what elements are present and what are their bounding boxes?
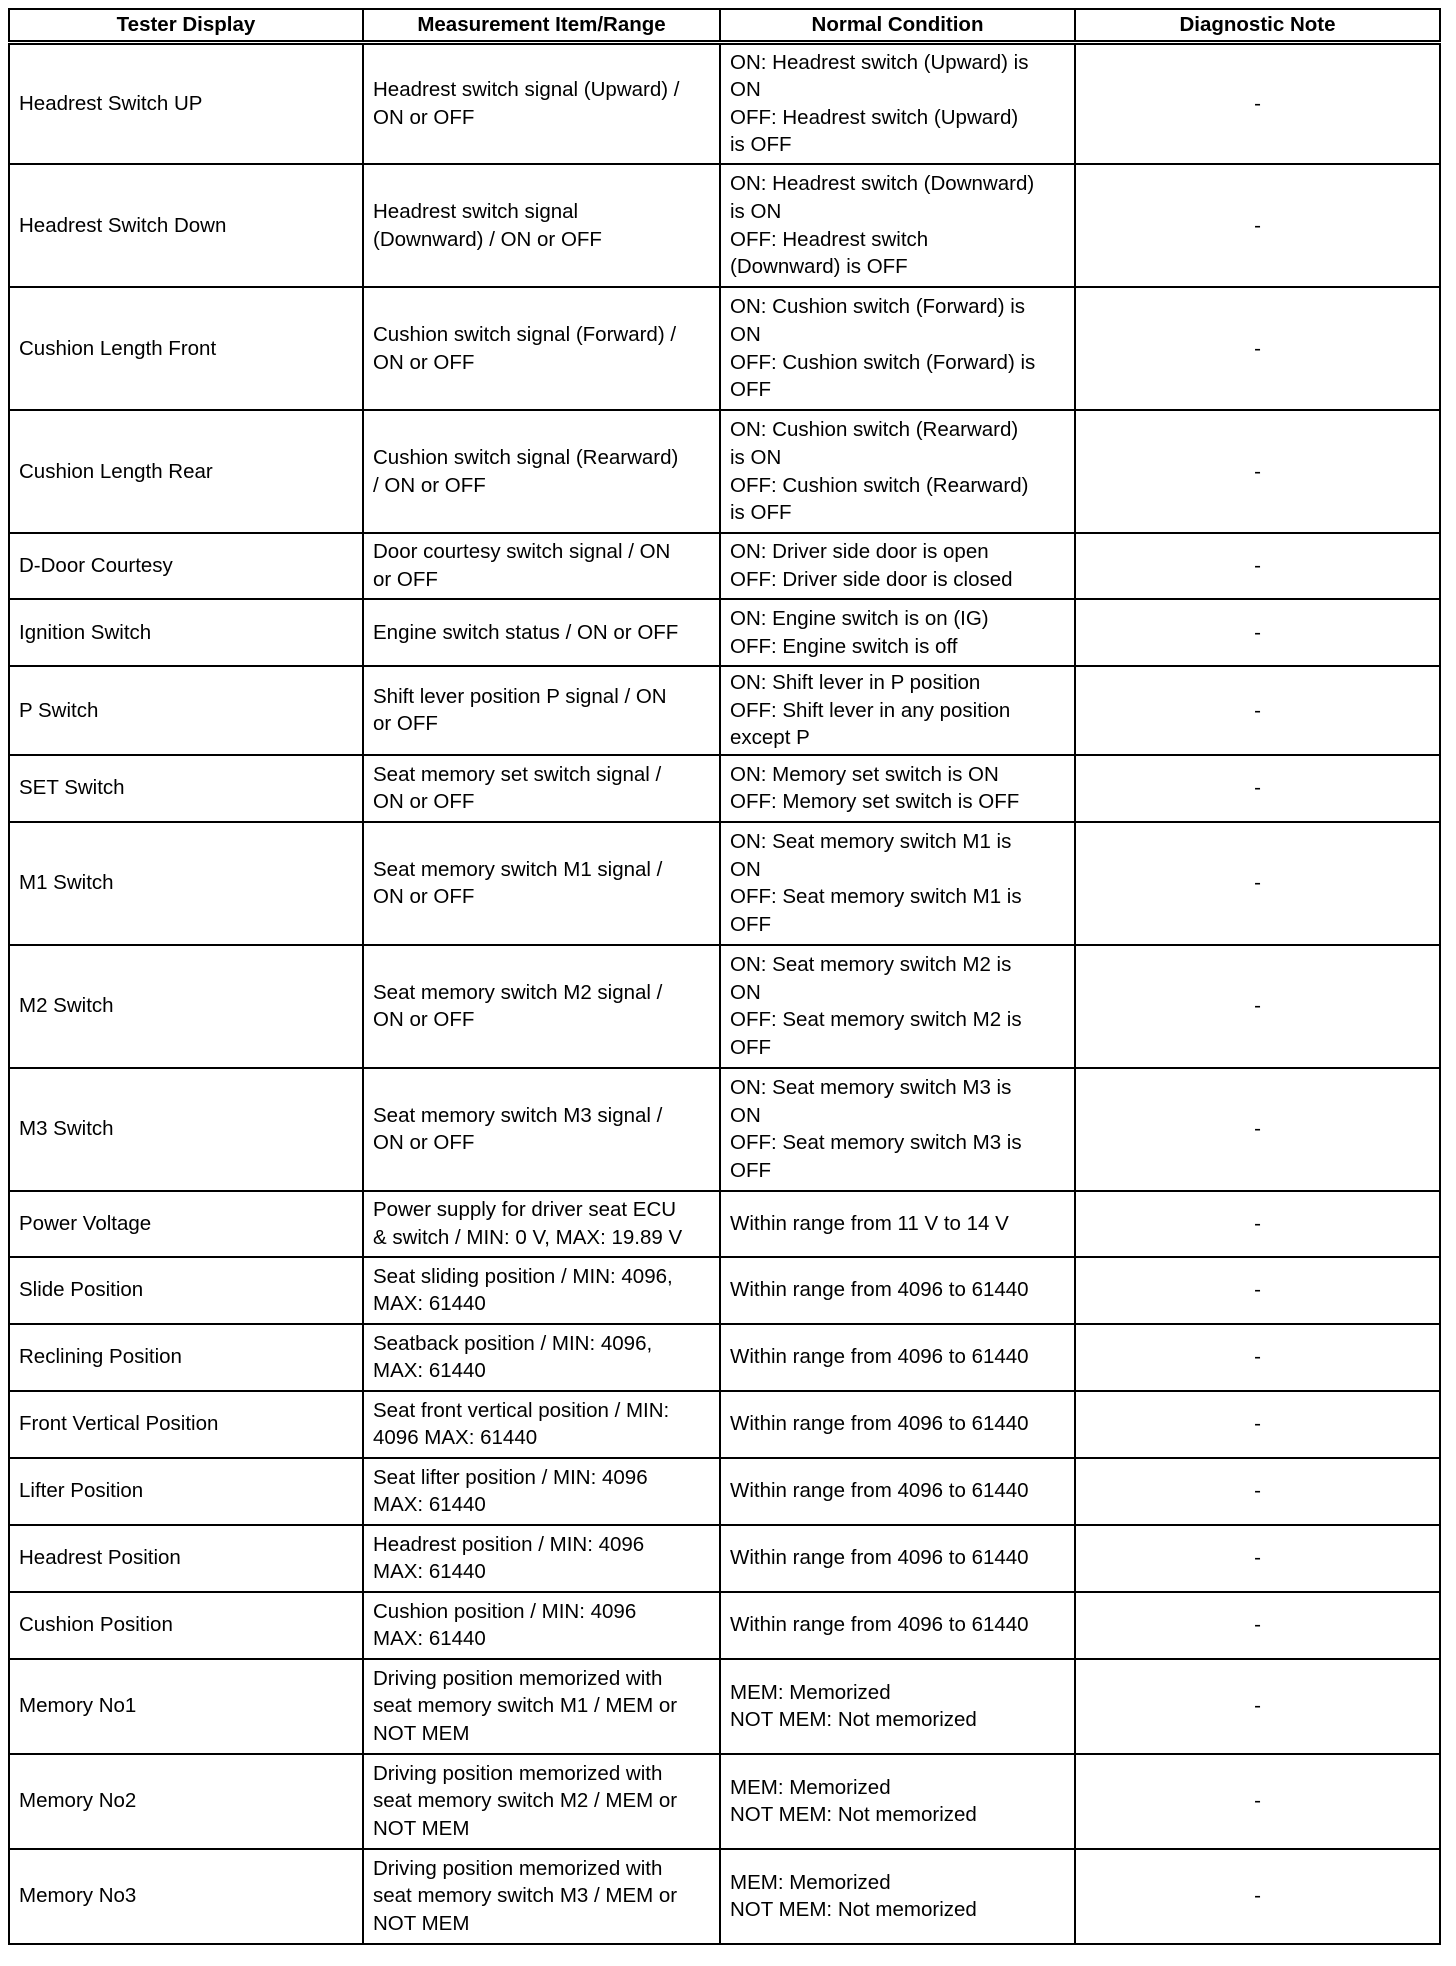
- tester-display-cell: Memory No2: [9, 1754, 363, 1849]
- normal-condition-line: MEM: Memorized: [730, 1870, 891, 1894]
- normal-condition-line: ON: Seat memory switch M2 is: [730, 953, 1012, 977]
- table-row: [9, 1592, 1440, 1659]
- normal-condition-line: ON: Shift lever in P position: [730, 671, 981, 694]
- measurement-item-line: Seat memory switch M2 signal /: [373, 980, 663, 1004]
- normal-condition-cell: [720, 822, 1075, 945]
- normal-condition-cell: [720, 1257, 1075, 1324]
- normal-condition-cell: [720, 755, 1075, 822]
- measurement-item-cell: [363, 1391, 720, 1458]
- measurement-item-line: (Downward) / ON or OFF: [373, 227, 602, 251]
- measurement-item-line: Shift lever position P signal / ON: [373, 684, 667, 708]
- measurement-item-cell: [363, 410, 720, 533]
- normal-condition-cell: [720, 164, 1075, 287]
- measurement-item-line: Seat memory switch M1 signal /: [373, 857, 663, 881]
- normal-condition-line: ON: [730, 1103, 761, 1127]
- normal-condition-line: Within range from 4096 to 61440: [730, 1345, 1029, 1369]
- normal-condition-line: Within range from 4096 to 61440: [730, 1479, 1029, 1503]
- measurement-item-line: seat memory switch M3 / MEM or: [373, 1884, 678, 1908]
- normal-condition-line: Within range from 11 V to 14 V: [730, 1211, 1009, 1235]
- measurement-item-line: MAX: 61440: [373, 1627, 486, 1651]
- measurement-item-line: Seat memory set switch signal /: [373, 762, 662, 786]
- diagnostic-note-cell: -: [1075, 1257, 1440, 1324]
- normal-condition-cell: [720, 945, 1075, 1068]
- normal-condition-line: Within range from 4096 to 61440: [730, 1412, 1029, 1436]
- measurement-item-line: Driving position memorized with: [373, 1666, 663, 1690]
- tester-display-cell: Cushion Position: [9, 1592, 363, 1659]
- measurement-item-cell: [363, 287, 720, 410]
- normal-condition-line: MEM: Memorized: [730, 1775, 891, 1799]
- measurement-item-line: ON or OFF: [373, 885, 475, 909]
- tester-display-cell: M1 Switch: [9, 822, 363, 945]
- measurement-item-line: Cushion switch signal (Rearward): [373, 445, 679, 469]
- diagnostic-note-cell: -: [1075, 666, 1440, 755]
- normal-condition-line: ON: Memory set switch is ON: [730, 762, 999, 786]
- table-row: [9, 599, 1440, 666]
- table-row: [9, 287, 1440, 410]
- measurement-item-cell: [363, 599, 720, 666]
- table-row: [9, 1525, 1440, 1592]
- tester-display-cell: Memory No3: [9, 1849, 363, 1944]
- tester-display-cell: M2 Switch: [9, 945, 363, 1068]
- table-row: [9, 164, 1440, 287]
- diagnostic-note-cell: -: [1075, 822, 1440, 945]
- diagnostic-note-cell: -: [1075, 533, 1440, 599]
- normal-condition-cell: [720, 533, 1075, 599]
- normal-condition-line: (Downward) is OFF: [730, 255, 908, 279]
- diagnostic-note-cell: -: [1075, 42, 1440, 164]
- measurement-item-line: ON or OFF: [373, 105, 475, 129]
- column-header-normal-condition: Normal Condition: [720, 9, 1075, 42]
- normal-condition-cell: [720, 1458, 1075, 1525]
- tester-display-cell: Cushion Length Front: [9, 287, 363, 410]
- tester-display-cell: Headrest Position: [9, 1525, 363, 1592]
- normal-condition-line: Within range from 4096 to 61440: [730, 1613, 1029, 1637]
- normal-condition-line: is OFF: [730, 133, 792, 157]
- measurement-item-line: Seat sliding position / MIN: 4096,: [373, 1264, 673, 1288]
- tester-display-cell: Ignition Switch: [9, 599, 363, 666]
- measurement-item-cell: [363, 822, 720, 945]
- measurement-item-line: Driving position memorized with: [373, 1856, 663, 1880]
- normal-condition-cell: [720, 42, 1075, 164]
- measurement-item-cell: [363, 1525, 720, 1592]
- measurement-item-line: MAX: 61440: [373, 1359, 486, 1383]
- measurement-item-line: ON or OFF: [373, 350, 475, 374]
- measurement-item-cell: [363, 666, 720, 755]
- normal-condition-line: OFF: Seat memory switch M3 is: [730, 1131, 1022, 1155]
- normal-condition-line: OFF: Headrest switch (Upward): [730, 105, 1019, 129]
- normal-condition-cell: [720, 1391, 1075, 1458]
- measurement-item-cell: [363, 1191, 720, 1257]
- table-row: [9, 1191, 1440, 1257]
- normal-condition-line: ON: Driver side door is open: [730, 540, 989, 564]
- header-row: [9, 9, 1440, 42]
- normal-condition-line: OFF: [730, 378, 771, 402]
- normal-condition-line: OFF: Seat memory switch M1 is: [730, 885, 1022, 909]
- table-row: [9, 1257, 1440, 1324]
- normal-condition-line: OFF: Seat memory switch M2 is: [730, 1008, 1022, 1032]
- measurement-item-line: seat memory switch M2 / MEM or: [373, 1789, 678, 1813]
- measurement-item-line: MAX: 61440: [373, 1292, 486, 1316]
- measurement-item-line: Door courtesy switch signal / ON: [373, 540, 671, 564]
- measurement-item-cell: [363, 1659, 720, 1754]
- column-header-diagnostic-note: Diagnostic Note: [1075, 9, 1440, 42]
- diagnostic-note-cell: -: [1075, 755, 1440, 822]
- measurement-item-line: Headrest position / MIN: 4096: [373, 1532, 645, 1556]
- normal-condition-cell: [720, 1068, 1075, 1191]
- diagnostic-note-cell: -: [1075, 1391, 1440, 1458]
- normal-condition-cell: [720, 1592, 1075, 1659]
- normal-condition-line: ON: Headrest switch (Upward) is: [730, 50, 1029, 74]
- normal-condition-line: ON: [730, 857, 761, 881]
- diagnostic-note-cell: -: [1075, 1592, 1440, 1659]
- normal-condition-line: ON: Cushion switch (Rearward): [730, 418, 1019, 442]
- measurement-item-line: Cushion switch signal (Forward) /: [373, 322, 677, 346]
- measurement-item-line: NOT MEM: [373, 1722, 470, 1746]
- tester-display-cell: Lifter Position: [9, 1458, 363, 1525]
- measurement-item-cell: [363, 164, 720, 287]
- normal-condition-cell: [720, 599, 1075, 666]
- measurement-item-cell: [363, 1592, 720, 1659]
- measurement-item-line: / ON or OFF: [373, 473, 486, 497]
- measurement-item-line: Seat memory switch M3 signal /: [373, 1103, 663, 1127]
- tester-display-cell: D-Door Courtesy: [9, 533, 363, 599]
- normal-condition-line: OFF: Engine switch is off: [730, 634, 958, 658]
- diagnostic-note-cell: -: [1075, 1458, 1440, 1525]
- diagnostic-note-cell: -: [1075, 1324, 1440, 1391]
- normal-condition-cell: [720, 1659, 1075, 1754]
- measurement-item-line: Power supply for driver seat ECU: [373, 1198, 677, 1222]
- measurement-item-cell: [363, 533, 720, 599]
- normal-condition-line: ON: Engine switch is on (IG): [730, 606, 989, 630]
- tester-display-cell: Memory No1: [9, 1659, 363, 1754]
- data-list-sheet: [8, 8, 1439, 1945]
- normal-condition-line: ON: [730, 78, 761, 102]
- normal-condition-cell: [720, 1754, 1075, 1849]
- normal-condition-line: is ON: [730, 445, 782, 469]
- tester-display-cell: Front Vertical Position: [9, 1391, 363, 1458]
- normal-condition-line: ON: Seat memory switch M3 is: [730, 1076, 1012, 1100]
- tester-display-cell: Headrest Switch Down: [9, 164, 363, 287]
- measurement-item-line: 4096 MAX: 61440: [373, 1426, 538, 1450]
- tester-display-cell: Power Voltage: [9, 1191, 363, 1257]
- measurement-item-line: Engine switch status / ON or OFF: [373, 620, 679, 644]
- diagnostic-note-cell: -: [1075, 1191, 1440, 1257]
- normal-condition-line: OFF: Cushion switch (Forward) is: [730, 350, 1036, 374]
- measurement-item-line: seat memory switch M1 / MEM or: [373, 1694, 678, 1718]
- normal-condition-cell: [720, 1525, 1075, 1592]
- measurement-item-cell: [363, 1754, 720, 1849]
- table-row: [9, 1458, 1440, 1525]
- measurement-item-line: Seat front vertical position / MIN:: [373, 1398, 670, 1422]
- normal-condition-line: NOT MEM: Not memorized: [730, 1898, 977, 1922]
- normal-condition-line: OFF: Shift lever in any position: [730, 698, 1011, 722]
- tester-display-cell: Slide Position: [9, 1257, 363, 1324]
- diagnostic-note-cell: -: [1075, 287, 1440, 410]
- measurement-item-line: Headrest switch signal: [373, 199, 579, 223]
- measurement-item-cell: [363, 755, 720, 822]
- measurement-item-line: MAX: 61440: [373, 1560, 486, 1584]
- measurement-item-cell: [363, 1257, 720, 1324]
- normal-condition-line: is ON: [730, 199, 782, 223]
- table-row: [9, 755, 1440, 822]
- normal-condition-line: ON: Headrest switch (Downward): [730, 172, 1035, 196]
- diagnostic-note-cell: -: [1075, 1525, 1440, 1592]
- measurement-item-line: or OFF: [373, 712, 438, 736]
- normal-condition-line: OFF: Headrest switch: [730, 227, 929, 251]
- normal-condition-line: OFF: Driver side door is closed: [730, 568, 1013, 591]
- diagnostic-note-cell: -: [1075, 945, 1440, 1068]
- diagnostic-note-cell: -: [1075, 1849, 1440, 1944]
- normal-condition-cell: [720, 410, 1075, 533]
- measurement-item-cell: [363, 1324, 720, 1391]
- tester-display-cell: Reclining Position: [9, 1324, 363, 1391]
- normal-condition-cell: [720, 1849, 1075, 1944]
- normal-condition-line: MEM: Memorized: [730, 1680, 891, 1704]
- measurement-item-line: Driving position memorized with: [373, 1761, 663, 1785]
- column-header-measurement-item: Measurement Item/Range: [363, 9, 720, 42]
- tester-display-cell: Cushion Length Rear: [9, 410, 363, 533]
- measurement-item-line: ON or OFF: [373, 1008, 475, 1032]
- normal-condition-line: except P: [730, 726, 810, 750]
- normal-condition-line: Within range from 4096 to 61440: [730, 1278, 1029, 1302]
- table-row: [9, 1659, 1440, 1754]
- normal-condition-line: NOT MEM: Not memorized: [730, 1803, 977, 1827]
- table-row: [9, 533, 1440, 599]
- table-row: [9, 42, 1440, 164]
- measurement-item-cell: [363, 1849, 720, 1944]
- measurement-item-line: NOT MEM: [373, 1817, 470, 1841]
- normal-condition-line: ON: [730, 980, 761, 1004]
- measurement-item-line: Seat lifter position / MIN: 4096: [373, 1465, 648, 1489]
- normal-condition-line: OFF: Memory set switch is OFF: [730, 790, 1020, 814]
- normal-condition-line: OFF: [730, 1035, 771, 1059]
- measurement-item-line: MAX: 61440: [373, 1493, 486, 1517]
- measurement-item-line: ON or OFF: [373, 1131, 475, 1155]
- normal-condition-cell: [720, 1191, 1075, 1257]
- table-row: [9, 1324, 1440, 1391]
- normal-condition-line: Within range from 4096 to 61440: [730, 1546, 1029, 1570]
- measurement-item-line: Seatback position / MIN: 4096,: [373, 1331, 653, 1355]
- normal-condition-cell: [720, 666, 1075, 755]
- normal-condition-line: OFF: Cushion switch (Rearward): [730, 473, 1029, 497]
- normal-condition-cell: [720, 1324, 1075, 1391]
- measurement-item-cell: [363, 1458, 720, 1525]
- measurement-item-line: ON or OFF: [373, 790, 475, 814]
- normal-condition-line: ON: Cushion switch (Forward) is: [730, 295, 1026, 319]
- tester-display-cell: Headrest Switch UP: [9, 42, 363, 164]
- diagnostic-note-cell: -: [1075, 164, 1440, 287]
- measurement-item-line: & switch / MIN: 0 V, MAX: 19.89 V: [373, 1225, 683, 1249]
- table-row: [9, 945, 1440, 1068]
- table-row: [9, 666, 1440, 755]
- normal-condition-line: OFF: [730, 1158, 771, 1182]
- table-row: [9, 1391, 1440, 1458]
- table-body: [9, 42, 1440, 1944]
- table-row: [9, 822, 1440, 945]
- diagnostic-note-cell: -: [1075, 410, 1440, 533]
- normal-condition-line: OFF: [730, 912, 771, 936]
- diagnostic-note-cell: -: [1075, 1068, 1440, 1191]
- measurement-item-cell: [363, 945, 720, 1068]
- measurement-item-line: Headrest switch signal (Upward) /: [373, 78, 680, 102]
- diagnostic-note-cell: -: [1075, 599, 1440, 666]
- normal-condition-line: ON: [730, 322, 761, 346]
- normal-condition-cell: [720, 287, 1075, 410]
- data-list-table: [8, 8, 1441, 1945]
- measurement-item-line: Cushion position / MIN: 4096: [373, 1599, 637, 1623]
- measurement-item-cell: [363, 1068, 720, 1191]
- diagnostic-note-cell: -: [1075, 1754, 1440, 1849]
- table-row: [9, 1754, 1440, 1849]
- tester-display-cell: SET Switch: [9, 755, 363, 822]
- measurement-item-line: NOT MEM: [373, 1912, 470, 1936]
- table-row: [9, 410, 1440, 533]
- table-row: [9, 1068, 1440, 1191]
- normal-condition-line: is OFF: [730, 501, 792, 525]
- table-row: [9, 1849, 1440, 1944]
- normal-condition-line: NOT MEM: Not memorized: [730, 1708, 977, 1732]
- tester-display-cell: M3 Switch: [9, 1068, 363, 1191]
- tester-display-cell: P Switch: [9, 666, 363, 755]
- column-header-tester-display: Tester Display: [9, 9, 363, 42]
- measurement-item-cell: [363, 42, 720, 164]
- measurement-item-line: or OFF: [373, 568, 438, 591]
- normal-condition-line: ON: Seat memory switch M1 is: [730, 830, 1012, 854]
- diagnostic-note-cell: -: [1075, 1659, 1440, 1754]
